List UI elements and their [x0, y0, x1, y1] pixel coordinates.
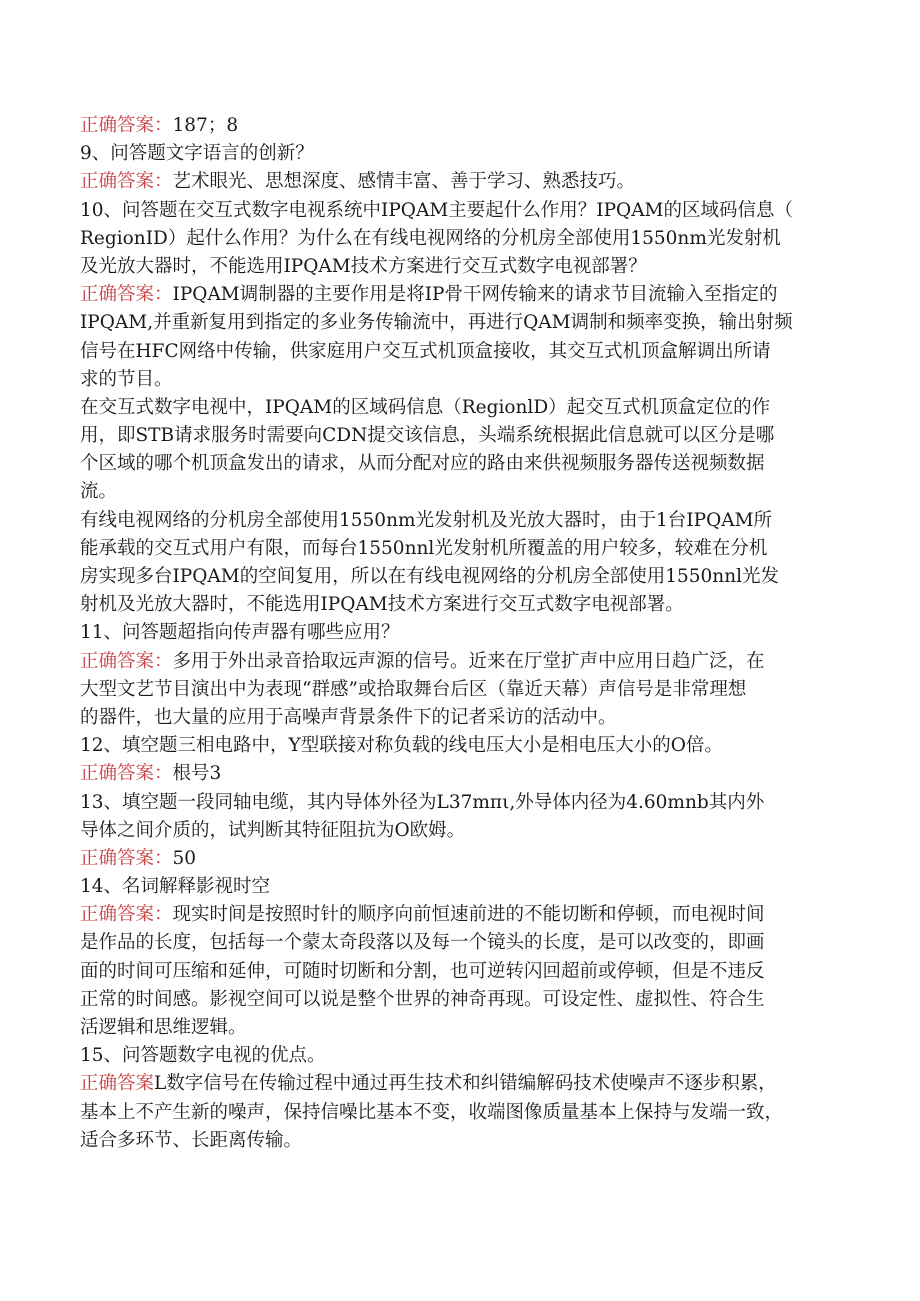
line-text: 艺术眼光、思想深度、感情丰富、善于学习、熟悉技巧。 — [172, 171, 636, 193]
line-text: 13、填空题一段同轴电缆，其内导体外径为L37mπι,外导体内径为4.60mnb其内外 — [80, 791, 765, 813]
text-line — [80, 563, 840, 591]
text-line — [80, 394, 840, 422]
question-line — [80, 1042, 840, 1070]
line-text: 50 — [172, 847, 197, 869]
text-line — [80, 676, 840, 704]
question-line — [80, 789, 840, 817]
text-line — [80, 338, 840, 366]
question-line — [80, 619, 840, 647]
text-line — [80, 366, 840, 394]
line-text: 在交互式数字电视中，IPQAM的区域码信息（RegionlD）起交互式机顶盒定位的作 — [80, 396, 771, 418]
answer-label: 正确答案： — [80, 904, 173, 926]
line-text: 根号3 — [172, 763, 222, 785]
line-text: 大型文艺节目演出中为表现“群感”或拾取舞台后区（靠近天幕）声信号是非常理想 — [80, 678, 747, 700]
text-line — [80, 1127, 840, 1155]
answer-label: 正确答案： — [80, 115, 173, 136]
line-text: RegionID）起什么作用？为什么在有线电视网络的分机房全部使用1550nm光发射机 — [80, 227, 781, 249]
line-text: 12、填空题三相电路中，Y型联接对称负载的线电压大小是相电压大小的O倍。 — [80, 735, 723, 757]
line-text: 用，即STB请求服务时需要向CDN提交该信息，头端系统根据此信息就可以区分是哪 — [80, 425, 775, 447]
line-text: 15、问答题数字电视的优点。 — [80, 1045, 326, 1067]
line-text: 的器件，也大量的应用于高噪声背景条件下的记者采访的活动中。 — [80, 706, 617, 728]
line-text: 现实时间是按照时针的顺序向前恒速前进的不能切断和停顿，而电视时间 — [172, 904, 765, 926]
answer-label: 正确答案： — [80, 171, 173, 193]
line-text: 射机及光放大器时，不能选用IPQAM技术方案进行交互式数字电视部署。 — [80, 594, 684, 616]
text-line — [80, 535, 840, 563]
answer-line — [80, 901, 840, 929]
text-line — [80, 591, 840, 619]
line-text: 多用于外出录音拾取远声源的信号。近来在厅堂扩声中应用日趋广泛，在 — [172, 650, 765, 672]
answer-line — [80, 845, 840, 873]
text-line — [80, 253, 840, 281]
line-text: 求的节目。 — [80, 368, 173, 390]
line-text: 个区域的哪个机顶盒发出的请求，从而分配对应的路由来供视频服务器传送视频数据 — [80, 453, 765, 475]
line-text: 是作品的长度，包括每一个蒙太奇段落以及每一个镜头的长度，是可以改变的，即画 — [80, 932, 765, 954]
text-line — [80, 478, 840, 506]
line-text: 9、问答题文字语言的创新？ — [80, 143, 314, 165]
line-text: 房实现多台IPQAM的空间复用，所以在有线电视网络的分机房全部使用1550nnl光发 — [80, 566, 780, 587]
text-line — [80, 450, 840, 478]
answer-label: 正确答案： — [80, 763, 173, 785]
line-text: 基本上不产生新的噪声，保持信噪比基本不变，收端图像质量基本上保持与发端一致， — [80, 1101, 784, 1123]
answer-label: 正确答案： — [80, 847, 173, 869]
line-text: 流。 — [80, 481, 118, 503]
line-text: 能承载的交互式用户有限，而每台1550nnl光发射机所覆盖的用户较多，较难在分机 — [80, 537, 768, 559]
line-text: 正常的时间感。影视空间可以说是整个世界的神奇再现。可设定性、虚拟性、符合生 — [80, 988, 765, 1010]
text-line — [80, 507, 840, 535]
answer-line — [80, 1070, 840, 1098]
answer-label: 正确答案 — [80, 1073, 155, 1095]
text-line — [80, 422, 840, 450]
answer-line — [80, 112, 840, 140]
line-text: IPQAM调制器的主要作用是将IP骨干网传输来的请求节目流输入至指定的 — [172, 284, 778, 306]
text-line — [80, 1099, 840, 1127]
question-line — [80, 197, 840, 225]
line-text: 及光放大器时，不能选用IPQAM技术方案进行交互式数字电视部署？ — [80, 255, 647, 277]
line-text: 适合多环节、长距离传输。 — [80, 1129, 303, 1151]
answer-line — [80, 281, 840, 309]
line-text: 14、名词解释影视时空 — [80, 876, 271, 898]
line-text: 10、问答题在交互式数字电视系统中IPQAM主要起什么作用？IPQAM的区域码信息（ — [80, 199, 793, 221]
text-line — [80, 225, 840, 253]
text-line — [80, 309, 840, 337]
answer-label: 正确答案： — [80, 284, 173, 306]
line-text: 活逻辑和思维逻辑。 — [80, 1017, 247, 1038]
text-line — [80, 986, 840, 1014]
question-line — [80, 873, 840, 901]
line-text: 有线电视网络的分机房全部使用1550nm光发射机及光放大器时，由于1台IPQAM所 — [80, 509, 773, 531]
line-text: 信号在HFC网络中传输，供家庭用户交互式机顶盒接收，其交互式机顶盒解调出所请 — [80, 340, 771, 362]
question-line — [80, 732, 840, 760]
text-line — [80, 817, 840, 845]
line-text: 导体之间介质的，试判断其特征阻抗为O欧姆。 — [80, 819, 466, 841]
answer-line — [80, 648, 840, 676]
line-text: 面的时间可压缩和延伸，可随时切断和分割，也可逆转闪回超前或停顿，但是不违反 — [80, 960, 765, 982]
text-line — [80, 929, 840, 957]
answer-label: 正确答案： — [80, 650, 173, 672]
question-line — [80, 140, 840, 168]
answer-line — [80, 168, 840, 196]
text-line — [80, 958, 840, 986]
line-text: IPQAM,并重新复用到指定的多业务传输流中，再进行QAM调制和频率变换，输出射频 — [80, 312, 793, 334]
document-page — [80, 112, 840, 1155]
line-text: 187；8 — [172, 115, 239, 136]
answer-line — [80, 760, 840, 788]
text-line — [80, 1014, 840, 1042]
line-text: 11、问答题超指向传声器有哪些应用？ — [80, 622, 400, 644]
line-text: L数字信号在传输过程中通过再生技术和纠错编解码技术使噪声不逐步积累， — [154, 1073, 777, 1095]
text-line — [80, 704, 840, 732]
